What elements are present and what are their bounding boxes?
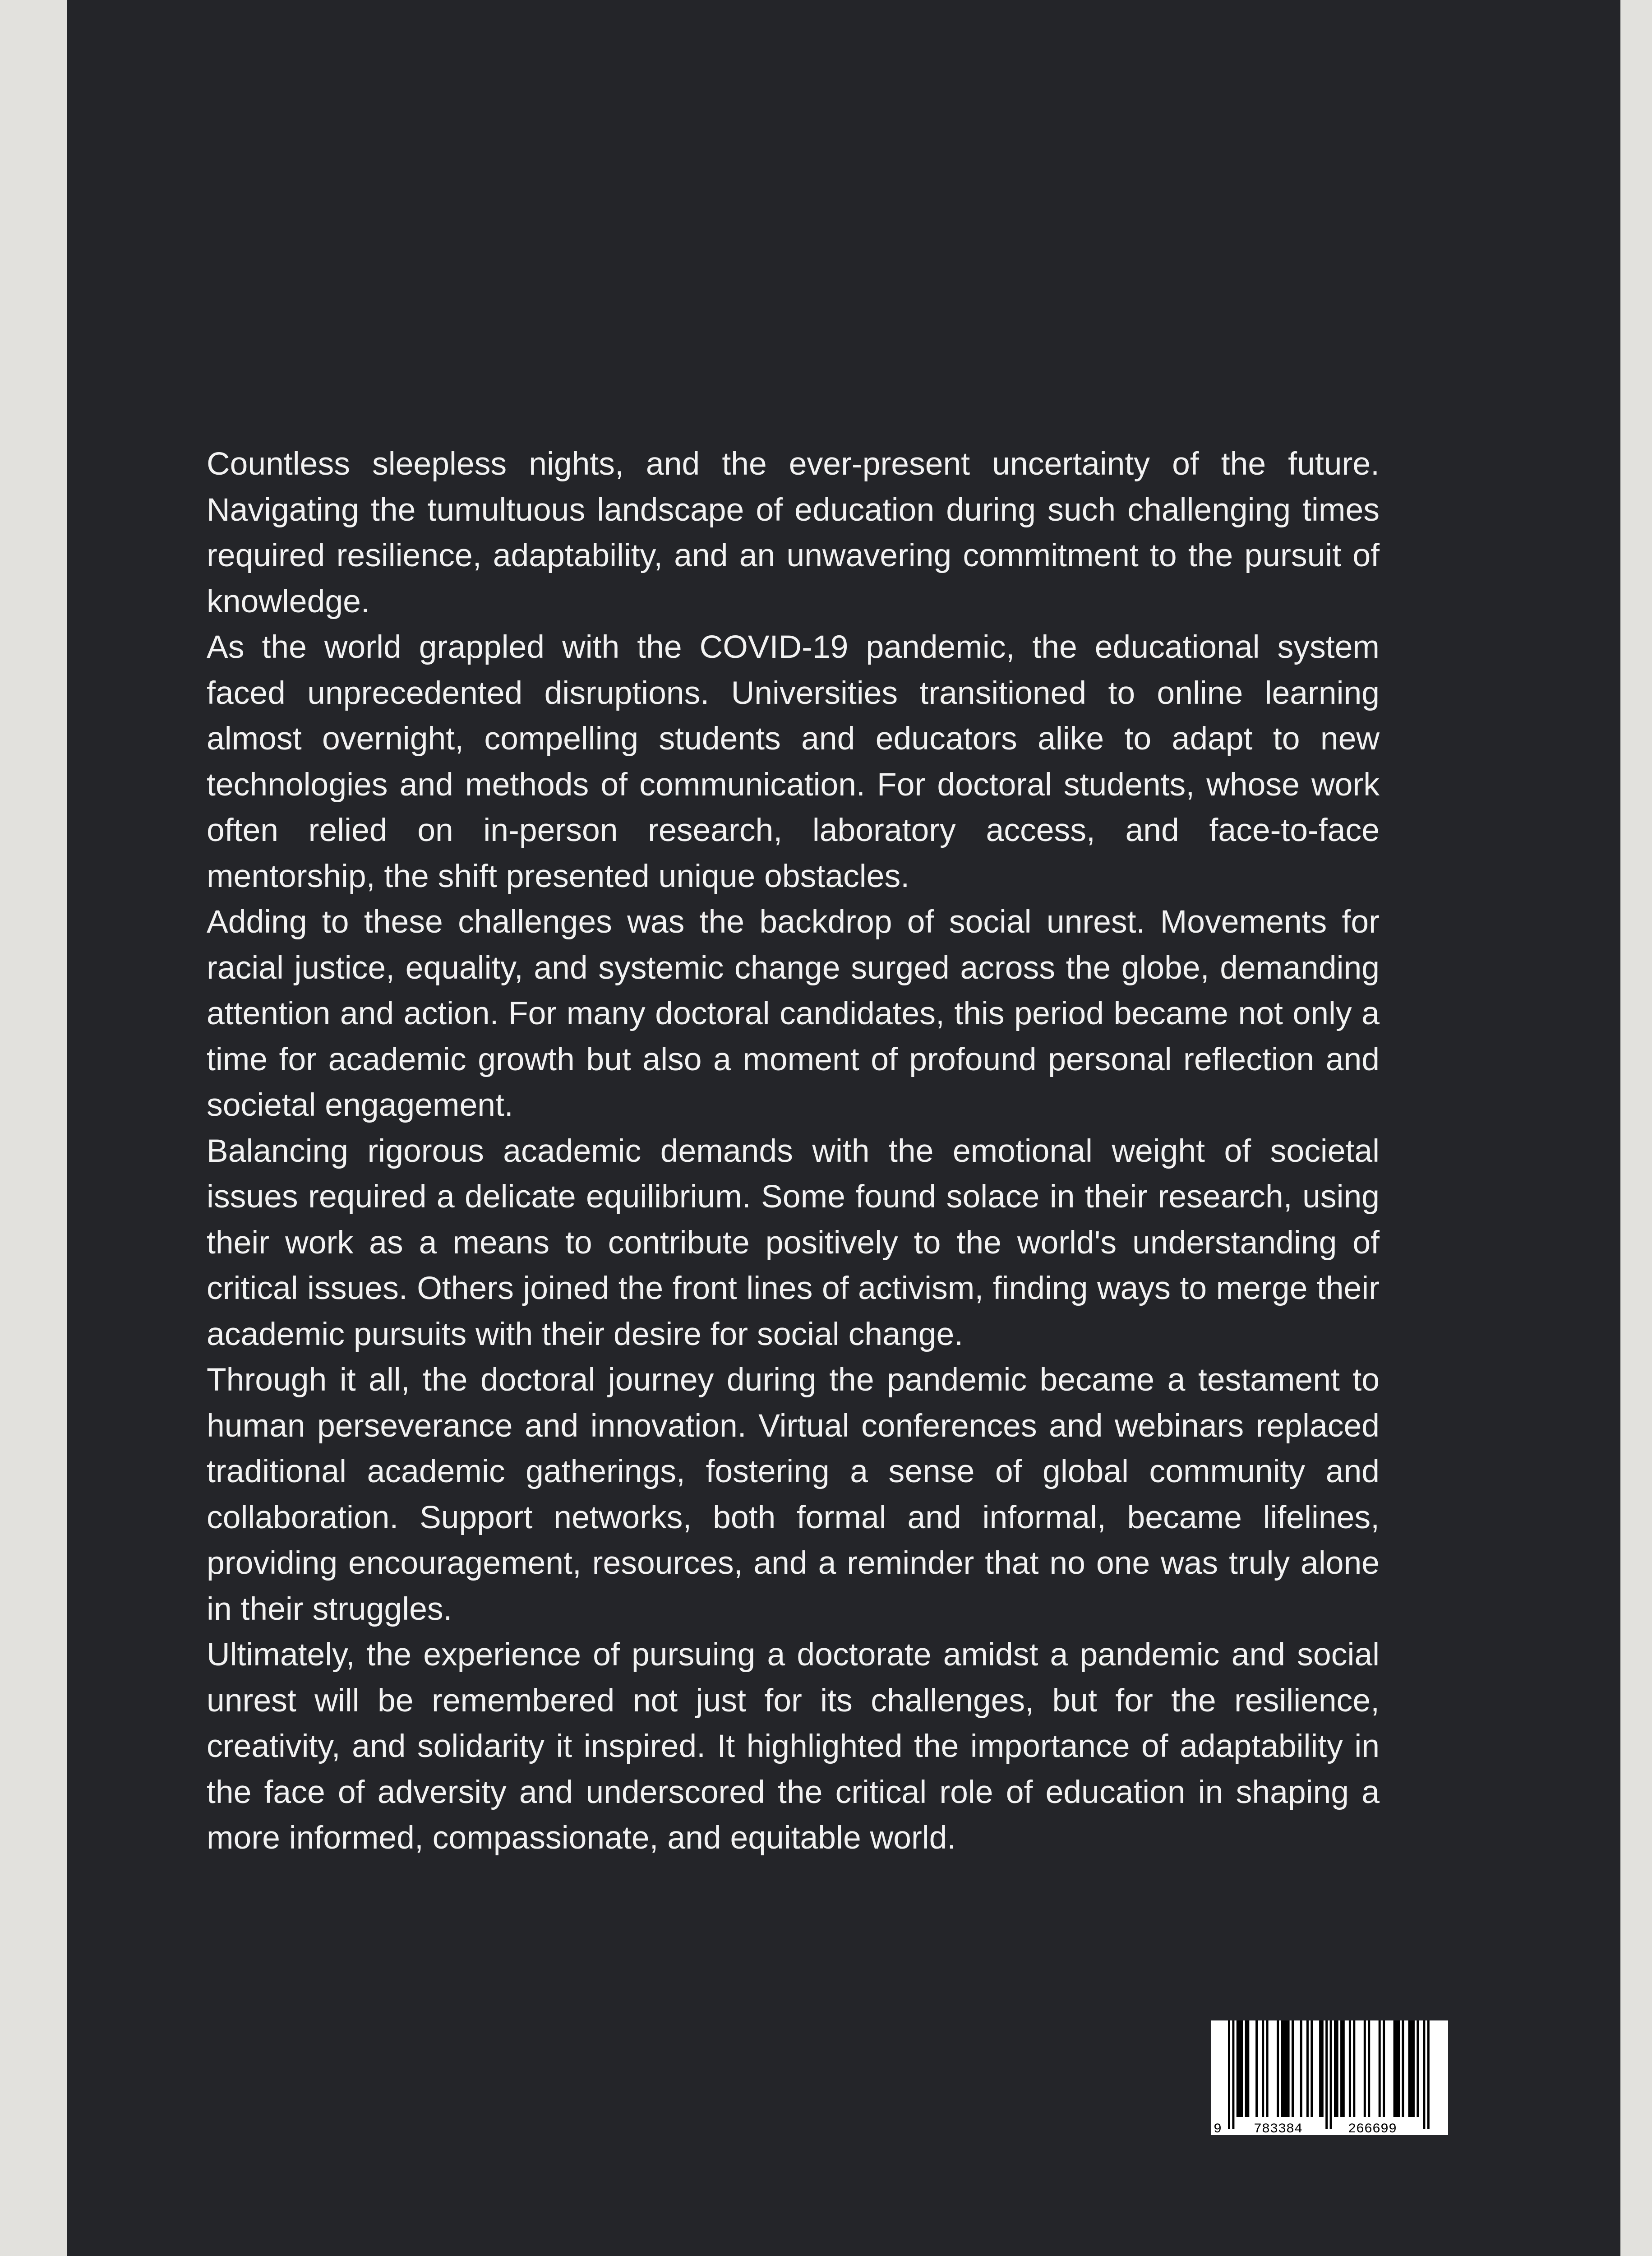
barcode-bar [1285,2020,1287,2117]
barcode-bar [1287,2020,1290,2117]
barcode-icon [1211,2020,1448,2135]
barcode-bar [1408,2020,1411,2117]
barcode-bar [1237,2020,1239,2117]
barcode-bar [1277,2020,1279,2117]
barcode-bar [1334,2020,1336,2117]
barcode-bar [1336,2020,1338,2117]
barcode-bar [1402,2020,1404,2117]
barcode-bar [1325,2020,1328,2129]
barcode-bar [1364,2020,1366,2117]
barcode-bar [1255,2020,1258,2117]
barcode-bar [1266,2020,1269,2117]
barcode-bar [1394,2020,1396,2117]
barcode-bar [1300,2020,1302,2117]
barcode-bar [1321,2020,1324,2117]
barcode-bar [1410,2020,1412,2117]
barcode-bar [1306,2020,1309,2117]
barcode-bar [1292,2020,1294,2117]
paragraph: As the world grappled with the COVID-19 pandemic, the educational system faced unprecedented disruptions. Universities transitioned to online learning almost overnight, compelling students and educators alike to adapt to new technologies and methods of communication. For doctoral students, whose work often relied on in-person research, laboratory access, and face-to-face mentorship, the shift presented unique obstacles. [207,629,1380,894]
paragraph: Adding to these challenges was the backdrop of social unrest. Movements for racial justice, equality, and systemic change surged across the globe, demanding attention and action. For many doctoral candidates, this period became not only a time for academic growth but also a moment of profound personal reflection and societal engagement. [207,904,1380,1123]
barcode-bar [1395,2020,1398,2117]
barcode-bar [1379,2020,1381,2117]
back-cover [67,0,1620,2256]
barcode-left-digits: 783384 [1254,2122,1303,2135]
paragraph: Through it all, the doctoral journey during the pandemic became a testament to human perseverance and innovation. Virtual conferences and webinars replaced traditional academic gatherings, fostering a sense of global community and collaboration. Support networks, both formal and informal, became lifelines, providing encouragement, resources, and a reminder that no one was truly alone in their struggles. [207,1362,1380,1627]
barcode-bar [1330,2020,1332,2129]
blurb-text [207,441,1380,1861]
barcode-bar [1241,2020,1243,2117]
barcode-bar [1417,2020,1419,2117]
barcode-bar [1412,2020,1415,2117]
barcode-bar [1228,2020,1230,2129]
barcode-bar [1311,2020,1313,2117]
barcode-bar [1349,2020,1351,2117]
isbn-barcode [1211,2020,1448,2135]
barcode-bar [1247,2020,1249,2117]
paragraph: Countless sleepless nights, and the ever-present uncertainty of the future. Navigating the tumultuous landscape of education during such challenging times required resilience, adaptability, and an unwavering commitment to the pursuit of knowledge. [207,446,1380,619]
barcode-bar [1343,2020,1345,2117]
barcode-bar [1232,2020,1234,2129]
barcode-bar [1319,2020,1321,2117]
paragraph: Ultimately, the experience of pursuing a doctorate amidst a pandemic and social unrest will be remembered not just for its challenges, but for the resilience, creativity, and solidarity it inspired. It highlighted the importance of adaptability in the face of adversity and underscored the critical role of education in shaping a more informed, compassionate, and equitable world. [207,1637,1380,1856]
barcode-bar [1353,2020,1355,2117]
barcode-bar [1423,2020,1425,2129]
barcode-bar [1398,2020,1400,2117]
barcode-bar [1281,2020,1283,2117]
barcode-first-digit: 9 [1214,2122,1222,2135]
barcode-bar [1383,2020,1385,2117]
barcode-bar [1239,2020,1241,2117]
barcode-right-digits: 266699 [1348,2122,1397,2135]
barcode-bar [1245,2020,1247,2117]
barcode-bar [1262,2020,1264,2117]
barcode-bar [1340,2020,1343,2117]
barcode-bar [1427,2020,1430,2129]
barcode-bar [1368,2020,1370,2117]
paragraph: Balancing rigorous academic demands with the emotional weight of societal issues required a delicate equilibrium. Some found solace in their research, using their work as a means to contribute positively to the world's understanding of critical issues. Others joined the front lines of activism, finding ways to merge their academic pursuits with their desire for social change. [207,1133,1380,1352]
barcode-bar [1283,2020,1285,2117]
